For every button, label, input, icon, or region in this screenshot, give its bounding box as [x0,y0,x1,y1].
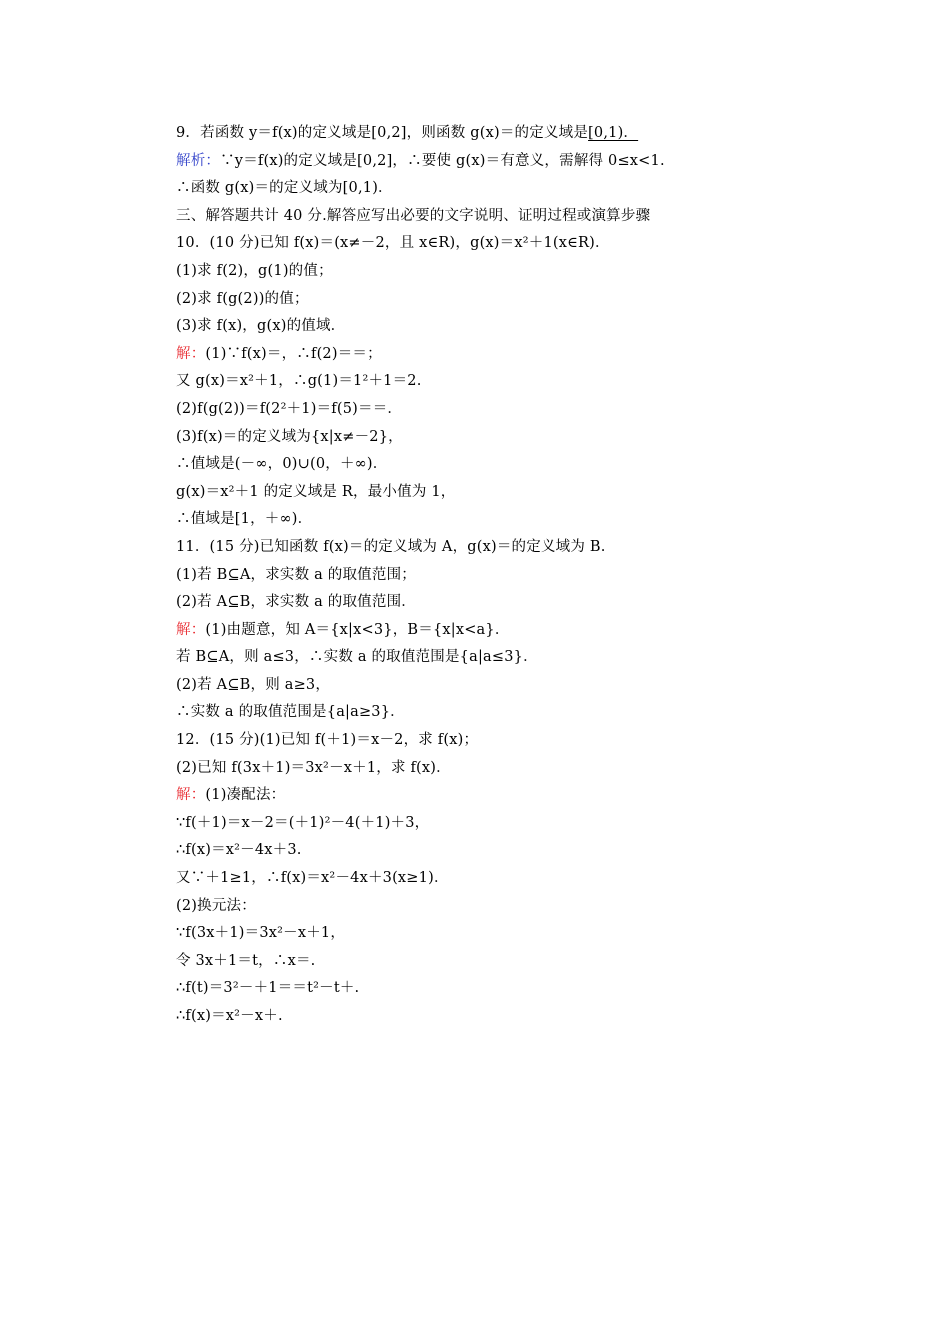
q9-text: 9．若函数 y＝f(x)的定义域是[0,2]，则函数 g(x)＝的定义域是 [176,125,589,141]
q12-solution-line1 [176,782,776,810]
q12-s4: 又∵＋1≥1，∴f(x)＝x²－4x＋3(x≥1)． [176,870,449,887]
solution-label: 解： [176,621,206,638]
q10-solution-line1 [176,341,776,369]
q11-solution-line1 [176,617,776,645]
q10-part3: (3)求 f(x)，g(x)的值域． [176,318,346,335]
q10-s6: g(x)＝x²＋1 的定义域是 R，最小值为 1， [176,483,456,500]
q10-part2: (2)求 f(g(2))的值； [176,290,309,307]
q10-s4: (3)f(x)＝的定义域为{x|x≠－2}， [176,428,403,445]
q11-part2: (2)若 A⊆B，求实数 a 的取值范围． [176,594,416,611]
q12-s5: (2)换元法： [176,897,256,914]
q9-answer: [0,1)． [588,125,639,141]
q11-s3: (2)若 A⊆B，则 a≥3， [176,676,331,693]
q10-part1: (1)求 f(2)，g(1)的值； [176,262,333,279]
q12-s8: ∴f(t)＝3²－＋1＝＝t²－t＋. [176,980,360,997]
document-content [176,120,776,1031]
analysis-label: 解析： [176,152,221,169]
q9-conclusion: ∴函数 g(x)＝的定义域为[0,1)． [176,180,393,197]
q10-s2: 又 g(x)＝x²＋1，∴g(1)＝1²＋1＝2. [176,373,422,390]
q12-s3: ∴f(x)＝x²－4x＋3. [176,842,302,859]
q9-question [176,120,776,148]
q12-s1: (1)凑配法： [205,787,286,804]
q9-analysis [176,148,776,176]
q12-title: 12．(15 分)(1)已知 f(＋1)＝x－2，求 f(x)； [176,732,479,749]
q11-s1: (1)由题意，知 A＝{x|x<3}，B＝{x|x<a}． [205,621,510,638]
q9-analysis-text: ∵y＝f(x)的定义域是[0,2]，∴要使 g(x)＝有意义，需解得 0≤x<1. [220,152,665,169]
q11-s4: ∴实数 a 的取值范围是{a|a≥3}． [176,704,405,721]
solution-label: 解： [176,345,206,362]
section-heading: 三、解答题共计 40 分.解答应写出必要的文字说明、证明过程或演算步骤 [176,207,651,224]
q11-part1: (1)若 B⊆A，求实数 a 的取值范围； [176,566,416,583]
q11-s2: 若 B⊆A，则 a≤3，∴实数 a 的取值范围是{a|a≤3}． [176,649,538,666]
q12-s6: ∵f(3x＋1)＝3x²－x＋1， [176,925,346,942]
solution-label: 解： [176,787,206,804]
q10-title: 10．(10 分)已知 f(x)＝(x≠－2，且 x∈R)，g(x)＝x²＋1(x∈R)． [176,235,610,252]
q12-part2: (2)已知 f(3x＋1)＝3x²－x＋1，求 f(x)． [176,759,451,776]
q12-s9: ∴f(x)＝x²－x＋. [176,1008,283,1024]
q10-s7: ∴值域是[1，＋∞)． [176,511,313,528]
q11-title: 11．(15 分)已知函数 f(x)＝的定义域为 A，g(x)＝的定义域为 B. [176,538,606,555]
q10-s5: ∴值域是(－∞，0)∪(0，＋∞)． [176,456,388,473]
q12-s2: ∵f(＋1)＝x－2＝(＋1)²－4(＋1)＋3， [176,814,430,831]
q10-s3: (2)f(g(2))＝f(2²＋1)＝f(5)＝＝． [176,400,403,417]
q10-s1: (1)∵f(x)＝，∴f(2)＝＝； [205,345,382,362]
q12-s7: 令 3x＋1＝t，∴x＝. [176,952,316,969]
